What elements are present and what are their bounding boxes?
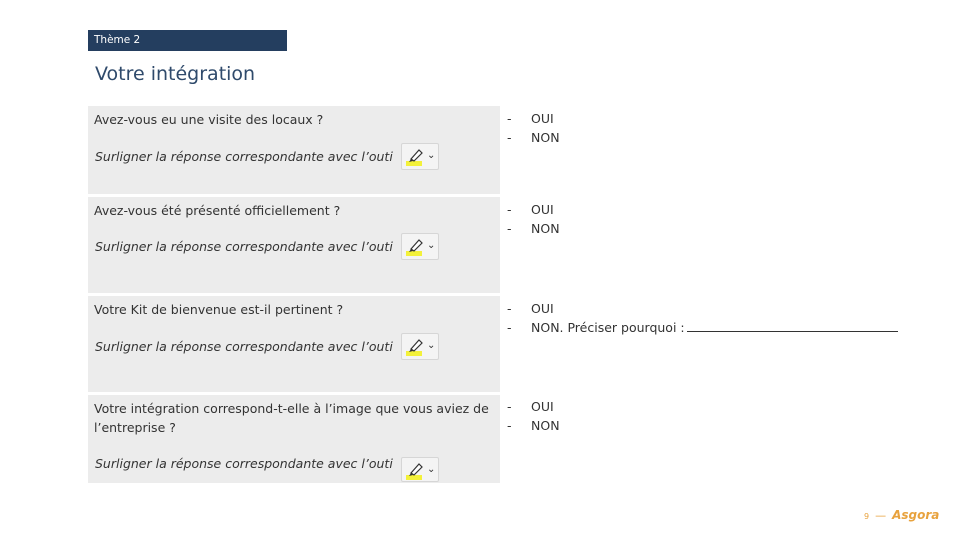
theme-badge: Thème 2 — [88, 30, 287, 51]
brand-logo: Asgora — [892, 508, 940, 522]
chevron-down-icon: ⌄ — [427, 464, 436, 475]
explanation-blank-line[interactable] — [687, 320, 898, 332]
hint-text: Surligner la réponse correspondante avec l’outi — [95, 239, 393, 254]
footer-separator: — — [875, 509, 887, 522]
highlighter-icon — [404, 460, 426, 482]
highlighter-dropdown-button[interactable] — [401, 457, 439, 482]
highlighter-icon — [404, 236, 426, 258]
chevron-down-icon: ⌄ — [427, 150, 436, 161]
question-text: Votre Kit de bienvenue est-il pertinent ? — [94, 302, 344, 317]
hint-text: Surligner la réponse correspondante avec l’outi — [95, 149, 393, 164]
chevron-down-icon: ⌄ — [427, 240, 436, 251]
question-cell-4 — [88, 395, 500, 483]
question-text: Avez-vous été présenté officiellement ? — [94, 203, 341, 218]
page-title: Votre intégration — [95, 63, 256, 85]
question-cell-2 — [88, 197, 500, 293]
question-cell-1 — [88, 106, 500, 194]
question-text: Votre intégration correspond-t-elle à l’image que vous aviez de l’entreprise ? — [94, 401, 489, 435]
hint-text: Surligner la réponse correspondante avec l’outi — [95, 339, 393, 354]
highlighter-dropdown-button[interactable] — [401, 233, 439, 260]
chevron-down-icon: ⌄ — [427, 340, 436, 351]
question-cell-3 — [88, 296, 500, 392]
question-text: Avez-vous eu une visite des locaux ? — [94, 112, 324, 127]
hint-text: Surligner la réponse correspondante avec l’outi — [95, 456, 393, 471]
highlighter-dropdown-button[interactable] — [401, 333, 439, 360]
page-number: 9 — [864, 512, 870, 521]
highlighter-icon — [404, 336, 426, 358]
highlighter-dropdown-button[interactable] — [401, 143, 439, 170]
footer — [864, 508, 939, 522]
highlighter-icon — [404, 146, 426, 168]
